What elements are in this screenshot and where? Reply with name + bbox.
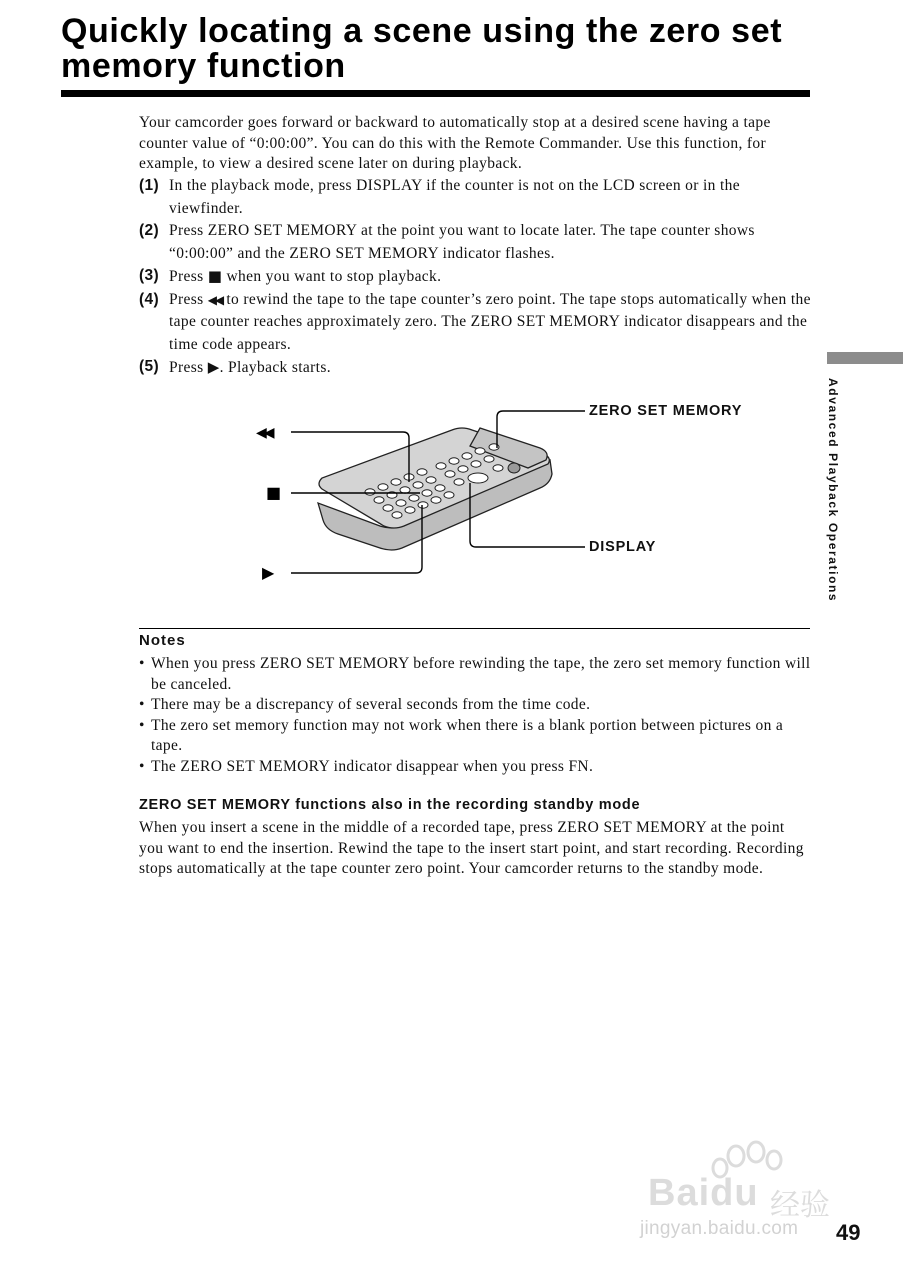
note-item <box>139 757 811 778</box>
watermark-brand: Baidu <box>648 1172 759 1214</box>
remote-side <box>318 460 552 550</box>
remote-button <box>378 484 388 490</box>
bullet: • <box>139 757 145 775</box>
step-number: (1) <box>139 177 159 194</box>
remote-button <box>413 482 423 488</box>
page-title: Quickly locating a scene using the zero set memory function <box>61 12 783 85</box>
remote-button <box>391 479 401 485</box>
bullet: • <box>139 655 145 672</box>
step-number: (5) <box>139 358 159 375</box>
paw-toe <box>728 1146 744 1166</box>
remote-button <box>444 492 454 498</box>
note-text: There may be a discrepancy of several seconds from the time code. <box>151 696 591 713</box>
step-text-before: Press <box>169 290 208 308</box>
remote-button <box>468 473 488 483</box>
watermark-url: jingyan.baidu.com <box>640 1218 799 1239</box>
play-callout-line <box>291 505 422 573</box>
step-text: In the playback mode, press DISPLAY if the counter is not on the LCD screen or in the viewfinder. <box>169 177 740 217</box>
zero-set-callout-line <box>497 411 585 448</box>
step-item <box>139 265 811 289</box>
step-text-after: to rewind the tape to the tape counter’s zero point. The tape stops automatically when the tape counter reaches approximately zero. The ZERO SET MEMORY indicator disappears and the time code appears. <box>169 290 811 353</box>
section-tab <box>827 352 903 364</box>
title-rule <box>61 90 810 97</box>
step-item <box>139 175 811 220</box>
remote-button <box>418 502 428 508</box>
steps-list <box>139 175 811 380</box>
stop-icon: ■ <box>207 267 223 285</box>
rewind-icon: ◀◀ <box>207 292 223 307</box>
notes-list <box>139 654 811 777</box>
rewind-callout-line <box>291 432 409 482</box>
section-side-label: Advanced Playback Operations <box>826 378 840 603</box>
remote-button <box>435 485 445 491</box>
zero-set-memory-label: ZERO SET MEMORY <box>589 403 743 419</box>
notes-heading: Notes <box>139 632 186 649</box>
step-item <box>139 356 811 380</box>
note-text: When you press ZERO SET MEMORY before rewinding the tape, the zero set memory function will be canceled. <box>151 655 811 693</box>
remote-button <box>374 497 384 503</box>
remote-button <box>489 444 499 450</box>
remote-button <box>417 469 427 475</box>
remote-button <box>405 507 415 513</box>
note-item <box>139 695 811 716</box>
notes-rule <box>139 628 810 629</box>
remote-button <box>458 466 468 472</box>
play-icon: ▶ <box>207 358 220 376</box>
remote-button <box>475 448 485 454</box>
remote-button <box>484 456 494 462</box>
note-text: The zero set memory function may not work when there is a blank portion between pictures on a tape. <box>151 716 784 754</box>
stop-icon: ■ <box>266 483 282 502</box>
watermark-cn: 经验 <box>770 1188 830 1223</box>
remote-button <box>392 512 402 518</box>
remote-button <box>508 463 520 473</box>
intro-paragraph: Your camcorder goes forward or backward to automatically stop at a desired scene having a tape counter value of “0:00:00”. You can do this with the Remote Commander. Use this function, for example, to view a desired scene later on during playback. <box>139 114 771 172</box>
paw-toe <box>748 1142 764 1162</box>
remote-button <box>404 474 414 480</box>
note-text: The ZERO SET MEMORY indicator disappear when you press FN. <box>151 757 594 775</box>
subsection-heading: ZERO SET MEMORY functions also in the recording standby mode <box>139 797 641 813</box>
remote-button <box>454 479 464 485</box>
remote-button <box>449 458 459 464</box>
step-text-after: when you want to stop playback. <box>222 268 442 285</box>
rewind-icon: ◀◀ <box>256 425 272 441</box>
remote-button <box>422 490 432 496</box>
step-text-before: Press <box>169 268 208 285</box>
step-text-after: . Playback starts. <box>219 359 331 376</box>
remote-buttons <box>365 444 520 518</box>
remote-end <box>470 428 547 468</box>
remote-button <box>426 477 436 483</box>
step-text-before: Press <box>169 359 208 376</box>
remote-button <box>445 471 455 477</box>
step-number: (4) <box>139 290 159 308</box>
remote-button <box>400 487 410 493</box>
step-item <box>139 220 811 265</box>
display-label: DISPLAY <box>589 539 657 555</box>
subsection-body: When you insert a scene in the middle of a recorded tape, press ZERO SET MEMORY at the point you want to end the insertion. Rewind the tape to the insert start point, and start recording. Recording stops automatically at the tape counter zero point. Your camcorder returns to the standby mode. <box>139 819 804 877</box>
step-text <box>169 291 811 353</box>
note-item <box>139 716 811 757</box>
paw-toe <box>767 1151 781 1169</box>
remote-commander-illustration <box>318 428 552 550</box>
remote-top <box>319 428 549 528</box>
callout-lines <box>291 411 585 573</box>
remote-button <box>387 492 397 498</box>
step-text <box>169 268 441 285</box>
remote-button <box>396 500 406 506</box>
bullet: • <box>139 696 145 713</box>
display-callout-line <box>470 483 585 547</box>
step-number: (3) <box>139 267 159 284</box>
remote-button <box>409 495 419 501</box>
remote-button <box>493 465 503 471</box>
note-item <box>139 654 811 695</box>
play-icon: ▶ <box>262 563 275 582</box>
remote-button <box>462 453 472 459</box>
remote-button <box>431 497 441 503</box>
step-text: Press ZERO SET MEMORY at the point you want to locate later. The tape counter shows “0:00:00” and the ZERO SET MEMORY indicator flashes. <box>169 222 755 262</box>
remote-button <box>383 505 393 511</box>
step-number: (2) <box>139 222 159 239</box>
remote-button <box>471 461 481 467</box>
remote-button <box>436 463 446 469</box>
step-item <box>139 289 811 357</box>
step-text <box>169 359 331 376</box>
remote-button <box>365 489 375 495</box>
bullet: • <box>139 716 145 734</box>
page-number: 49 <box>836 1220 861 1245</box>
